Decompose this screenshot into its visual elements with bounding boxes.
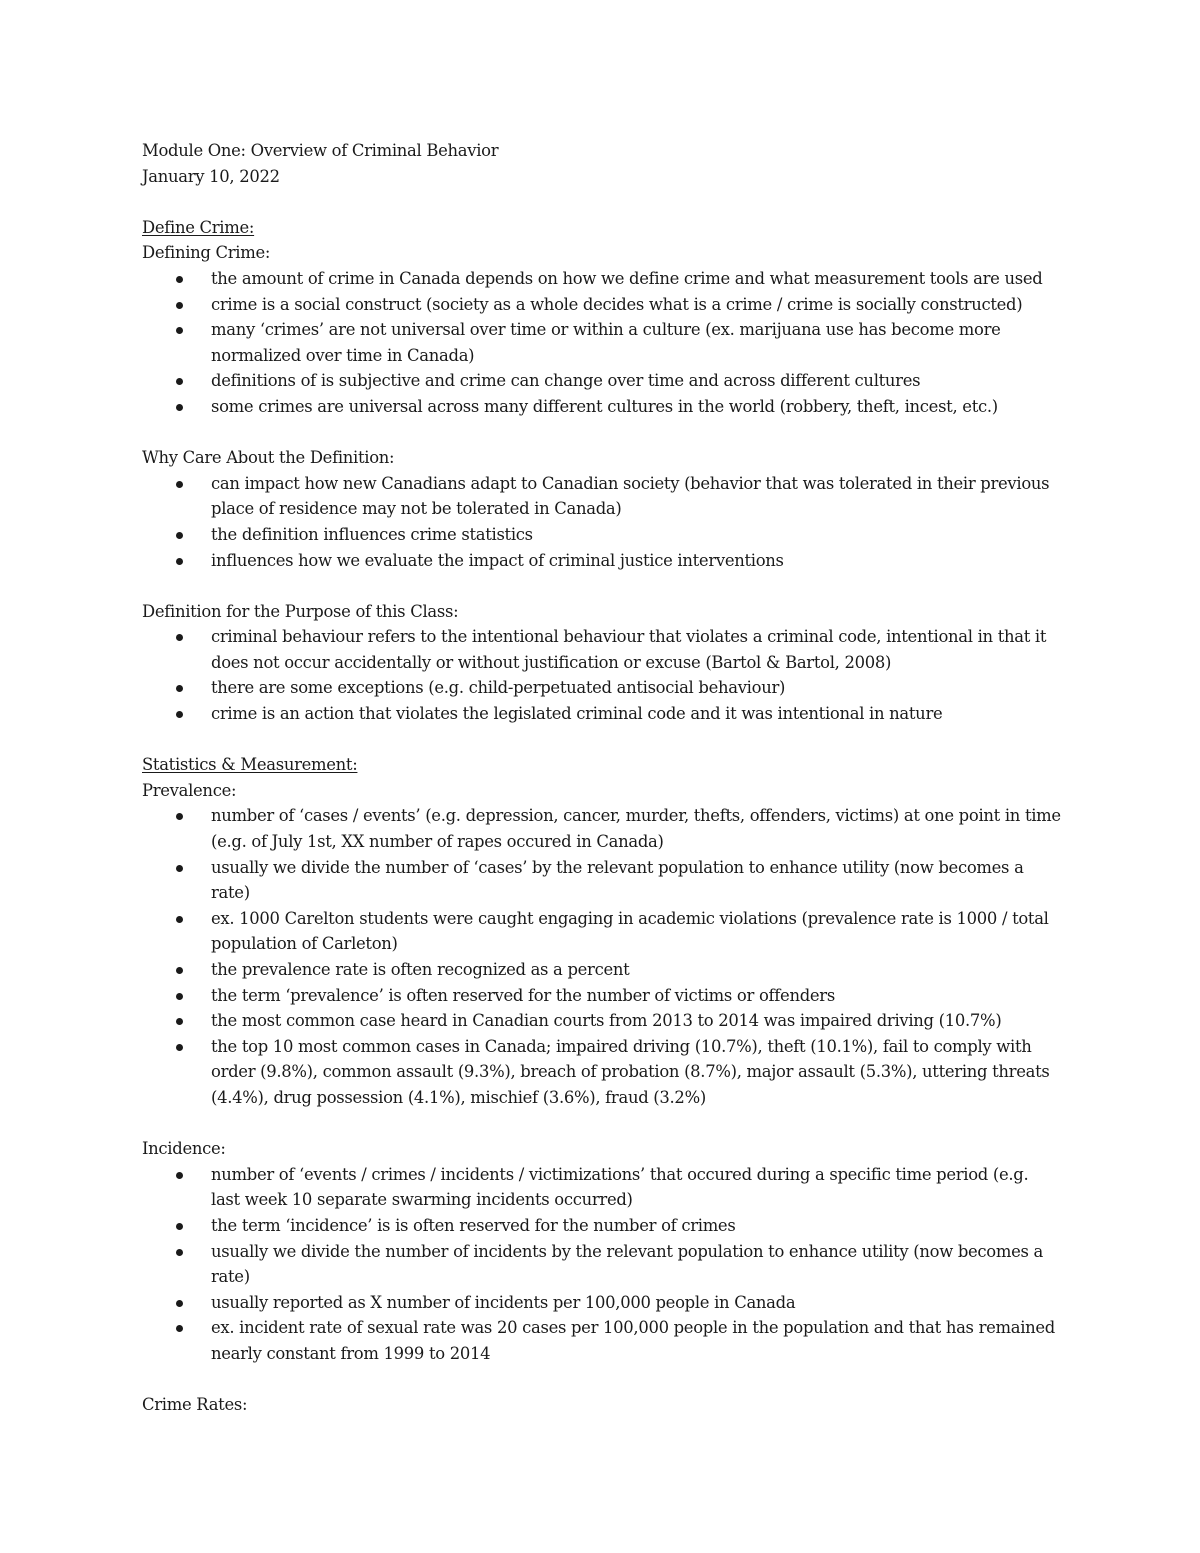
bullet-icon (176, 967, 183, 974)
spacer (142, 573, 1062, 599)
bullet-icon (176, 1018, 183, 1025)
list-item: number of ‘cases / events’ (e.g. depression, cancer, murder, thefts, offenders, victims) at one point in time (e.g. of July 1st, XX number of rapes occured in Canada) (211, 803, 1062, 854)
list-item: criminal behaviour refers to the intentional behaviour that violates a criminal code, intentional in that it does not occur accidentally or without justification or excuse (Bartol & Bartol, 2008) (211, 624, 1062, 675)
section-heading-statistics: Statistics & Measurement: (142, 755, 358, 775)
list-item: the prevalence rate is often recognized as a percent (211, 957, 1062, 983)
bullet-icon (176, 813, 183, 820)
list-item: ex. incident rate of sexual rate was 20 cases per 100,000 people in the population and that has remained nearly constant from 1999 to 2014 (211, 1315, 1062, 1366)
bullet-icon (176, 1300, 183, 1307)
list-item: there are some exceptions (e.g. child-perpetuated antisocial behaviour) (211, 675, 1062, 701)
spacer (142, 1367, 1062, 1393)
document-title: Module One: Overview of Criminal Behavior (142, 141, 499, 160)
list-item: crime is an action that violates the legislated criminal code and it was intentional in nature (211, 701, 1062, 727)
subheading-crime-rates: Crime Rates: (142, 1395, 248, 1415)
bullet-icon (176, 404, 183, 411)
spacer (142, 727, 1062, 753)
list-item: definitions of is subjective and crime can change over time and across different cultures (211, 368, 1062, 394)
bullet-list-prevalence (142, 803, 1062, 1110)
list-item: some crimes are universal across many different cultures in the world (robbery, theft, incest, etc.) (211, 394, 1062, 420)
list-item: can impact how new Canadians adapt to Canadian society (behavior that was tolerated in their previous place of residence may not be tolerated in Canada) (211, 471, 1062, 522)
subheading-incidence: Incidence: (142, 1139, 226, 1159)
bullet-icon (176, 327, 183, 334)
subheading-why-care: Why Care About the Definition: (142, 448, 395, 468)
spacer (142, 420, 1062, 446)
list-item: the most common case heard in Canadian courts from 2013 to 2014 was impaired driving (10.7%) (211, 1008, 1062, 1034)
bullet-icon (176, 865, 183, 872)
section-heading-define-crime: Define Crime: (142, 217, 255, 237)
bullet-list-defining-crime (142, 266, 1062, 420)
list-item: usually we divide the number of incidents by the relevant population to enhance utility (now becomes a rate) (211, 1239, 1062, 1290)
bullet-icon (176, 685, 183, 692)
bullet-icon (176, 1044, 183, 1051)
document-date: January 10, 2022 (142, 166, 280, 186)
bullet-icon (176, 1172, 183, 1179)
bullet-icon (176, 1249, 183, 1256)
bullet-icon (176, 558, 183, 565)
bullet-icon (176, 993, 183, 1000)
list-item: the definition influences crime statistics (211, 522, 1062, 548)
list-item: many ‘crimes’ are not universal over time or within a culture (ex. marijuana use has become more normalized over time in Canada) (211, 317, 1062, 368)
list-item: the top 10 most common cases in Canada; impaired driving (10.7%), theft (10.1%), fail to comply with order (9.8%), common assault (9.3%), breach of probation (8.7%), major assault (5.3%), uttering threats (4.4%), drug possession (4.1%), mischief (3.6%), fraud (3.2%) (211, 1034, 1062, 1111)
bullet-icon (176, 711, 183, 718)
bullet-icon (176, 532, 183, 539)
list-item: ex. 1000 Carelton students were caught engaging in academic violations (prevalence rate is 1000 / total population of Carleton) (211, 906, 1062, 957)
list-item: number of ‘events / crimes / incidents / victimizations’ that occured during a specific time period (e.g. last week 10 separate swarming incidents occurred) (211, 1162, 1062, 1213)
bullet-icon (176, 378, 183, 385)
list-item: influences how we evaluate the impact of criminal justice interventions (211, 548, 1062, 574)
bullet-icon (176, 1223, 183, 1230)
spacer (142, 1111, 1062, 1137)
list-item: the amount of crime in Canada depends on how we define crime and what measurement tools are used (211, 266, 1062, 292)
subheading-prevalence: Prevalence: (142, 780, 237, 800)
bullet-icon (176, 302, 183, 309)
bullet-icon (176, 916, 183, 923)
subheading-definition-class: Definition for the Purpose of this Class: (142, 601, 459, 621)
list-item: the term ‘prevalence’ is often reserved for the number of victims or offenders (211, 983, 1062, 1009)
bullet-icon (176, 634, 183, 641)
bullet-list-why-care (142, 471, 1062, 573)
bullet-icon (176, 276, 183, 283)
bullet-icon (176, 1325, 183, 1332)
spacer (142, 189, 1062, 215)
bullet-list-incidence (142, 1162, 1062, 1367)
list-item: the term ‘incidence’ is is often reserved for the number of crimes (211, 1213, 1062, 1239)
list-item: usually we divide the number of ‘cases’ by the relevant population to enhance utility (now becomes a rate) (211, 855, 1062, 906)
list-item: usually reported as X number of incidents per 100,000 people in Canada (211, 1290, 1062, 1316)
document-page (142, 138, 1062, 1418)
bullet-icon (176, 481, 183, 488)
list-item: crime is a social construct (society as a whole decides what is a crime / crime is socially constructed) (211, 292, 1062, 318)
subheading-defining-crime: Defining Crime: (142, 243, 271, 263)
bullet-list-definition-class (142, 624, 1062, 726)
